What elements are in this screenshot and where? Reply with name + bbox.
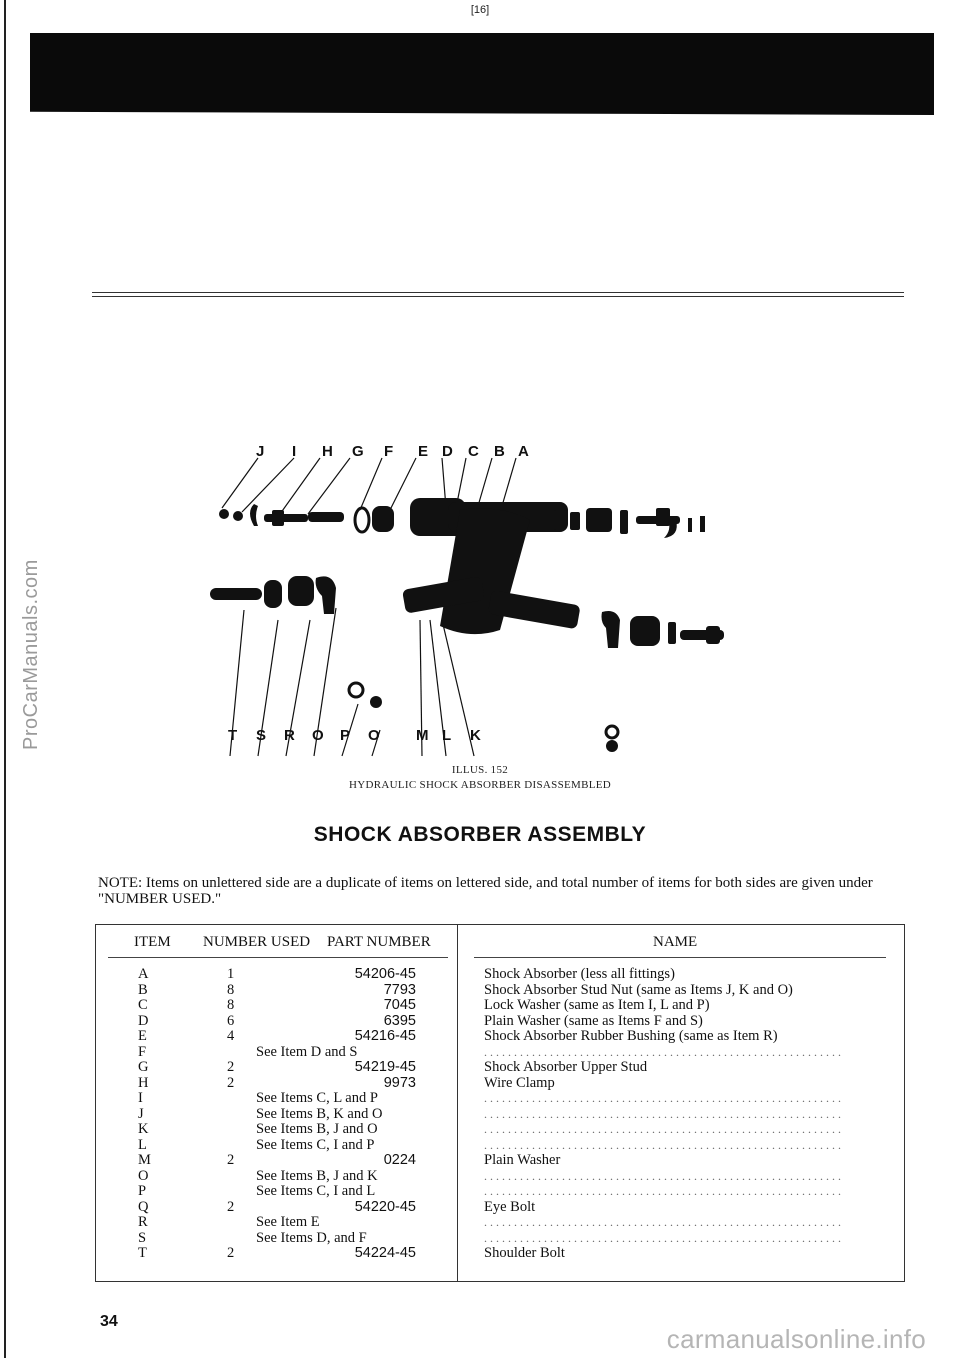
table-row (96, 1153, 904, 1168)
illus-label-bottom: P (340, 727, 351, 744)
illus-label-top: D (442, 443, 453, 460)
table-row (96, 1169, 904, 1184)
illus-label-bottom: O (312, 727, 324, 744)
table-row (96, 1045, 904, 1060)
illus-label-bottom: M (416, 727, 429, 744)
cell-name: Eye Bolt (484, 1199, 536, 1215)
cell-part-number: 54224-45 (354, 1245, 416, 1261)
cell-item: G (138, 1059, 149, 1075)
page-top-label: [16] (470, 4, 490, 16)
cell-number-used: 6 (227, 1012, 235, 1029)
illus-label-top: C (468, 443, 479, 460)
illus-label-top: I (292, 443, 297, 460)
dot-leader: ............................................................ (484, 1044, 844, 1059)
cell-number-used: 1 (227, 966, 235, 982)
cell-name: Lock Washer (same as Item I, L and P) (484, 998, 710, 1013)
cell-item: Q (138, 1198, 149, 1215)
cell-part-number: 7045 (383, 997, 416, 1013)
cell-name: Shock Absorber (less all fittings) (484, 967, 675, 982)
cell-number-used: See Items B, K and O (256, 1105, 383, 1122)
cell-item: I (138, 1090, 143, 1106)
illus-top-letters (256, 443, 529, 460)
cell-item: P (138, 1183, 147, 1199)
cell-number-used: 2 (227, 1074, 235, 1091)
header-part-number: PART NUMBER (327, 934, 431, 950)
dot-leader: ............................................................ (484, 1122, 844, 1136)
parts-table (95, 924, 905, 1282)
illus-label-top: E (418, 443, 429, 460)
illus-label-top: J (256, 443, 265, 460)
cell-part-number: 0224 (383, 1152, 416, 1168)
cell-number-used: See Items C, L and P (256, 1090, 378, 1106)
table-row (96, 1122, 904, 1137)
cell-name: Plain Washer (same as Items F and S) (484, 1013, 703, 1029)
illus-label-top: G (352, 443, 364, 460)
cell-name: Plain Washer (484, 1153, 561, 1168)
scanned-black-band (30, 33, 934, 115)
header-name: NAME (653, 934, 698, 950)
dot-leader: ............................................................ (484, 1184, 844, 1198)
dot-leader: ............................................................ (484, 1230, 844, 1245)
cell-item: K (138, 1121, 149, 1137)
illus-label-top: B (494, 443, 505, 460)
table-row (96, 998, 904, 1013)
dot-leader: ............................................................ (484, 1215, 844, 1229)
table-row (96, 1200, 904, 1215)
cell-part-number: 9973 (383, 1074, 416, 1091)
header-rule-left (108, 957, 448, 958)
illus-label-top: A (518, 443, 529, 460)
illus-label-top: F (384, 443, 394, 460)
horizontal-rule (92, 292, 904, 297)
cell-item: A (138, 966, 149, 982)
cell-number-used: See Item E (256, 1214, 320, 1230)
cell-part-number: 7793 (383, 981, 416, 998)
cell-part-number: 54219-45 (354, 1059, 416, 1075)
watermark-carmanualsonline: carmanualsonline.info (666, 1324, 926, 1354)
dot-leader: ............................................................ (484, 1106, 844, 1121)
page-number: 34 (100, 1313, 118, 1330)
cell-part-number: 54220-45 (354, 1198, 416, 1215)
illus-label-bottom: S (256, 727, 267, 744)
illus-label-top: H (322, 443, 333, 460)
table-row (96, 1014, 904, 1029)
cell-item: O (138, 1167, 149, 1184)
cell-name: Shock Absorber Upper Stud (484, 1060, 648, 1075)
cell-number-used: 8 (227, 981, 235, 998)
cell-number-used: See Item D and S (256, 1043, 358, 1060)
cell-number-used: 2 (227, 1198, 235, 1215)
table-row (96, 1060, 904, 1075)
cell-name: Wire Clamp (484, 1075, 555, 1091)
cell-number-used: 2 (227, 1059, 235, 1075)
cell-number-used: 4 (227, 1028, 235, 1044)
header-item: ITEM (134, 934, 171, 950)
cell-item: S (138, 1229, 147, 1246)
header-number-used: NUMBER USED (203, 934, 311, 950)
table-row (96, 1091, 904, 1106)
cell-number-used: 2 (227, 1245, 235, 1261)
cell-part-number: 6395 (383, 1012, 416, 1029)
shock-absorber-illustration (210, 440, 770, 760)
cell-item: E (138, 1028, 147, 1044)
cell-item: R (138, 1214, 148, 1230)
cell-name: Shock Absorber Stud Nut (same as Items J, K and O) (484, 982, 793, 998)
table-row (96, 1231, 904, 1246)
table-row (96, 1076, 904, 1091)
cell-item: T (138, 1245, 147, 1261)
table-row (96, 1107, 904, 1122)
page-left-border (4, 0, 6, 1358)
dot-leader: ............................................................ (484, 1137, 844, 1152)
cell-name: Shock Absorber Rubber Bushing (same as Item R) (484, 1029, 778, 1044)
illus-label-bottom: O (368, 727, 380, 744)
illustration-title: HYDRAULIC SHOCK ABSORBER DISASSEMBLED (349, 779, 611, 791)
illustration-number: ILLUS. 152 (451, 764, 509, 776)
cell-item: C (138, 997, 148, 1013)
table-row (96, 1138, 904, 1153)
cell-item: H (138, 1074, 149, 1091)
cell-number-used: 2 (227, 1152, 235, 1168)
cell-number-used: 8 (227, 997, 235, 1013)
table-row (96, 1184, 904, 1199)
section-heading: SHOCK ABSORBER ASSEMBLY (313, 823, 647, 846)
exploded-parts (210, 498, 724, 752)
table-row (96, 1215, 904, 1230)
cell-name: Shoulder Bolt (484, 1246, 565, 1261)
cell-part-number: 54206-45 (354, 966, 416, 982)
dot-leader: ............................................................ (484, 1091, 844, 1105)
illus-label-bottom: R (284, 727, 295, 744)
cell-number-used: See Items D, and F (256, 1229, 367, 1246)
table-row (96, 983, 904, 998)
table-row (96, 967, 904, 982)
table-row (96, 1029, 904, 1044)
cell-item: B (138, 981, 148, 998)
cell-item: J (138, 1105, 144, 1122)
cell-item: L (138, 1136, 147, 1153)
cell-item: F (138, 1043, 147, 1060)
watermark-procarmanuals: ProCarManuals.com (20, 559, 42, 750)
cell-item: M (138, 1152, 151, 1168)
section-note: NOTE: Items on unlettered side are a duplicate of items on lettered side, and total number of items for both sides are given under "NUMBER USED." (98, 875, 873, 907)
dot-leader: ............................................................ (484, 1168, 844, 1183)
cell-number-used: See Items C, I and P (256, 1136, 375, 1153)
cell-number-used: See Items B, J and K (256, 1167, 378, 1184)
header-rule-right (474, 957, 886, 958)
illus-label-bottom: K (470, 727, 481, 744)
illus-label-bottom: L (442, 727, 452, 744)
table-row (96, 1246, 904, 1261)
cell-part-number: 54216-45 (354, 1028, 416, 1044)
cell-number-used: See Items C, I and L (256, 1183, 376, 1199)
illus-label-bottom: T (228, 727, 238, 744)
cell-number-used: See Items B, J and O (256, 1121, 378, 1137)
cell-item: D (138, 1012, 149, 1029)
